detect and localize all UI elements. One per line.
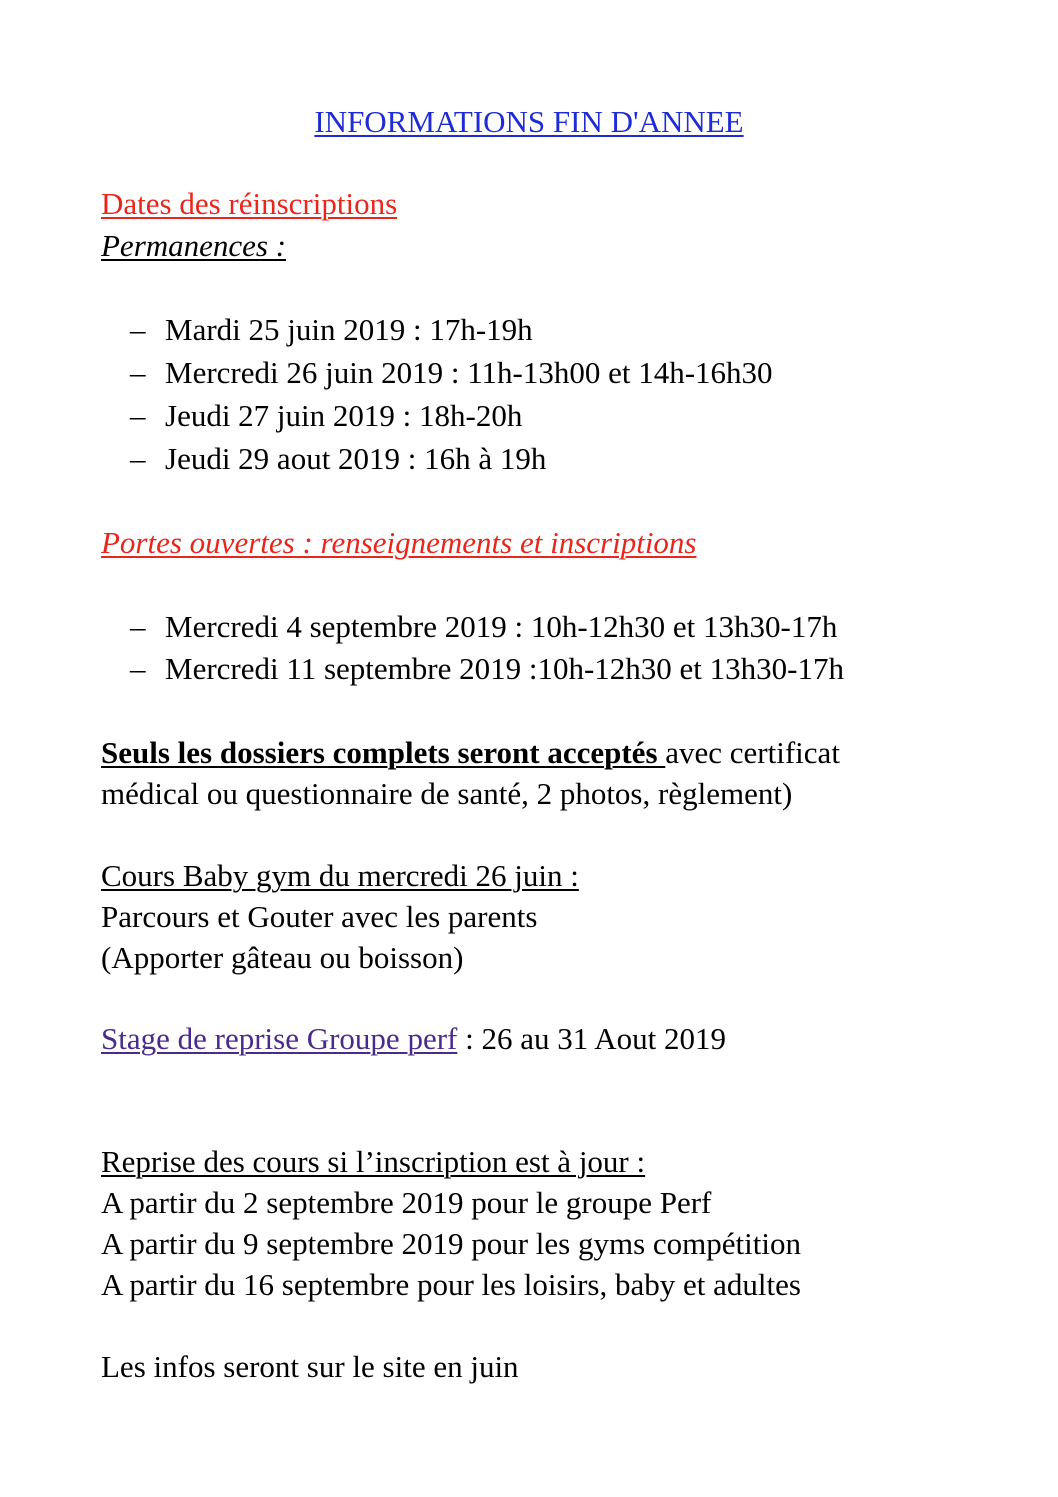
- list-item: – Jeudi 29 aout 2019 : 16h à 19h: [130, 441, 547, 476]
- reinscriptions-heading: Dates des réinscriptions: [101, 186, 398, 221]
- stage-link[interactable]: Stage de reprise Groupe perf: [101, 1021, 458, 1056]
- dash-bullet: –: [130, 355, 146, 390]
- dash-bullet: –: [130, 398, 146, 433]
- portes-ouvertes-heading: Portes ouvertes : renseignements et inscriptions: [101, 525, 697, 560]
- dossiers-bold-text: Seuls les dossiers complets seront acceptés: [101, 735, 666, 770]
- permanences-subheading: Permanences :: [101, 228, 287, 263]
- baby-gym-line-2: (Apporter gâteau ou boisson): [101, 940, 464, 975]
- list-item: – Mercredi 11 septembre 2019 :10h-12h30 et 13h30-17h: [130, 651, 844, 686]
- stage-line: Stage de reprise Groupe perf : 26 au 31 Aout 2019: [101, 1021, 727, 1056]
- page-title: INFORMATIONS FIN D'ANNEE: [314, 104, 744, 139]
- list-item: – Jeudi 27 juin 2019 : 18h-20h: [130, 398, 523, 433]
- reprise-heading: Reprise des cours si l’inscription est à jour :: [101, 1144, 646, 1179]
- list-item: – Mercredi 26 juin 2019 : 11h-13h00 et 14h-16h30: [130, 355, 773, 390]
- list-item: – Mardi 25 juin 2019 : 17h-19h: [130, 312, 533, 347]
- reprise-line: A partir du 16 septembre pour les loisirs, baby et adultes: [101, 1267, 801, 1302]
- dash-bullet: –: [130, 609, 146, 644]
- dossiers-paragraph: Seuls les dossiers complets seront acceptés avec certificat: [101, 735, 840, 770]
- dossiers-line-2: médical ou questionnaire de santé, 2 photos, règlement): [101, 776, 793, 811]
- dash-bullet: –: [130, 312, 146, 347]
- footer-note: Les infos seront sur le site en juin: [101, 1349, 519, 1384]
- baby-gym-heading: Cours Baby gym du mercredi 26 juin :: [101, 858, 579, 893]
- list-item: – Mercredi 4 septembre 2019 : 10h-12h30 et 13h30-17h: [130, 609, 838, 644]
- dash-bullet: –: [130, 441, 146, 476]
- dash-bullet: –: [130, 651, 146, 686]
- baby-gym-line-1: Parcours et Gouter avec les parents: [101, 899, 538, 934]
- reprise-line: A partir du 9 septembre 2019 pour les gyms compétition: [101, 1226, 801, 1261]
- reprise-line: A partir du 2 septembre 2019 pour le groupe Perf: [101, 1185, 712, 1220]
